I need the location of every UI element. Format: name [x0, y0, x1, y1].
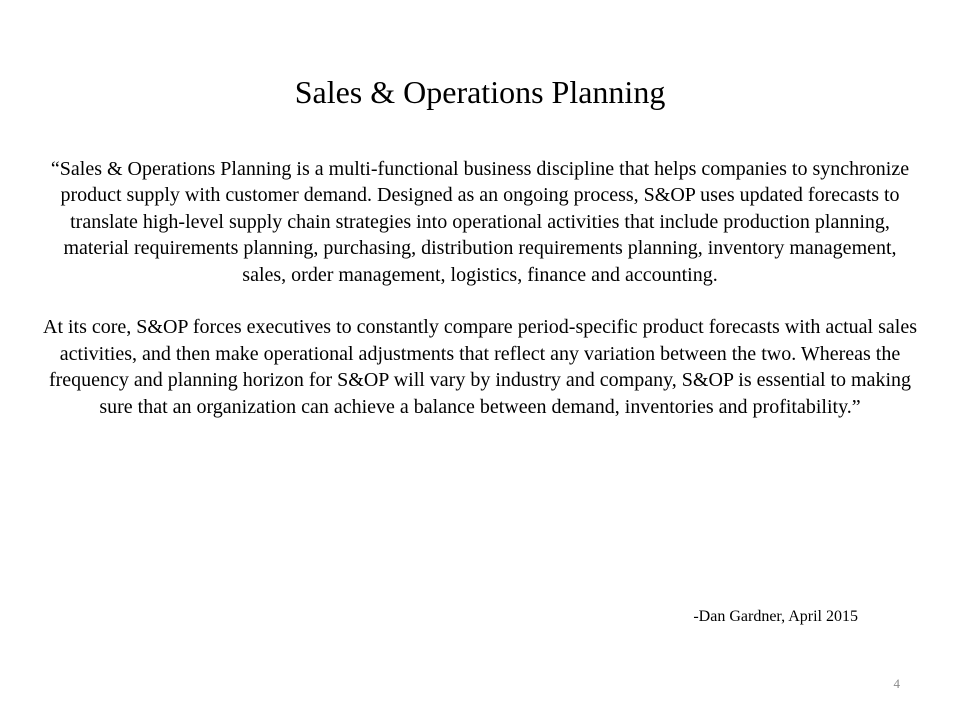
quote-paragraph-1: “Sales & Operations Planning is a multi-functional business discipline that helps companies to synchronize product supply with customer demand. Designed as an ongoing process, S&OP uses updated forecasts to translate high-level supply chain strategies into operational activities that include production planning, material requirements planning, purchasing, distribution requirements planning, inventory management, sales, order management, logistics, finance and accounting.: [50, 158, 910, 286]
slide-title: Sales & Operations Planning: [294, 74, 666, 110]
quote-attribution: -Dan Gardner, April 2015: [693, 608, 858, 625]
slide-number: 4: [893, 676, 900, 691]
quote-body: [40, 156, 920, 420]
quote-paragraph-2: At its core, S&OP forces executives to constantly compare period-specific product forecasts with actual sales activities, and then make operational adjustments that reflect any variation between the two. Whereas the frequency and planning horizon for S&OP will vary by industry and company, S&OP is essential to making sure that an organization can achieve a balance between demand, inventories and profitability.”: [43, 316, 917, 418]
